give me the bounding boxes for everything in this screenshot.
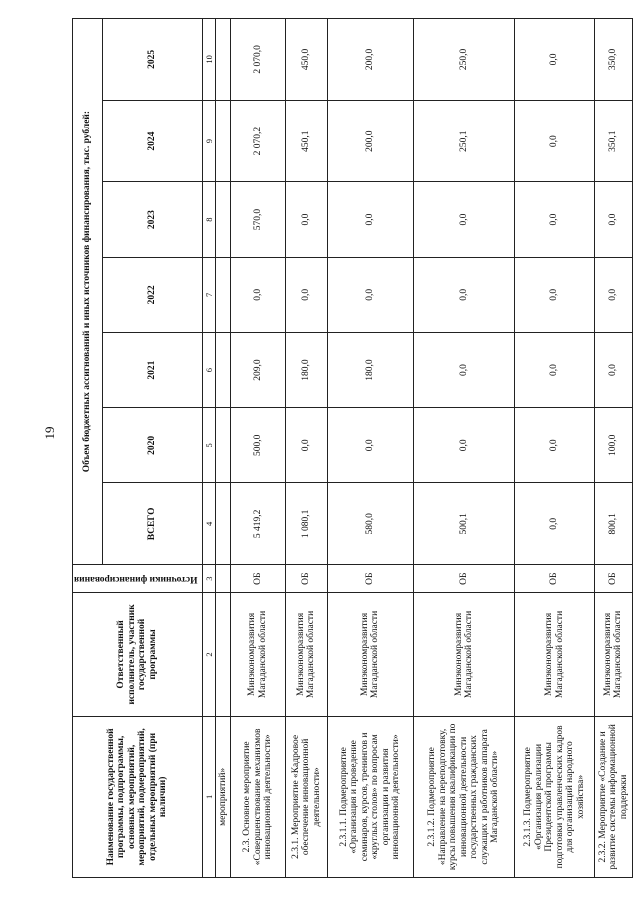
row-2025: 2 070,0 <box>230 19 285 101</box>
row-2020: 500,0 <box>230 408 285 483</box>
row-2025 <box>215 19 230 101</box>
header-year-2021: 2021 <box>102 332 202 407</box>
row-2025: 450,0 <box>286 19 328 101</box>
row-name: 2.3.1. Мероприятие «Кадровое обеспечение инновационной деятельности» <box>286 716 328 877</box>
row-executor: Минэкономразвития Магаданской области <box>515 593 594 717</box>
row-source <box>215 565 230 593</box>
row-source: ОБ <box>515 565 594 593</box>
col-number: 7 <box>202 257 215 332</box>
row-2024: 2 070,2 <box>230 100 285 182</box>
header-year-2020: 2020 <box>102 408 202 483</box>
row-source: ОБ <box>286 565 328 593</box>
row-name: мероприятий» <box>215 716 230 877</box>
col-number: 9 <box>202 100 215 182</box>
row-executor: Минэкономразвития Магаданской области <box>230 593 285 717</box>
col-number: 5 <box>202 408 215 483</box>
row-executor: Минэкономразвития Магаданской области <box>413 593 514 717</box>
row-2023: 0,0 <box>594 182 632 257</box>
col-number: 3 <box>202 565 215 593</box>
row-total: 580,0 <box>327 483 413 565</box>
table-row <box>230 19 285 878</box>
row-2023: 0,0 <box>286 182 328 257</box>
row-2024: 450,1 <box>286 100 328 182</box>
row-2021: 0,0 <box>413 332 514 407</box>
row-2023: 0,0 <box>327 182 413 257</box>
table-row <box>286 19 328 878</box>
row-total: 1 080,1 <box>286 483 328 565</box>
row-total: 800,1 <box>594 483 632 565</box>
row-2021: 209,0 <box>230 332 285 407</box>
row-source: ОБ <box>230 565 285 593</box>
row-2022: 0,0 <box>286 257 328 332</box>
header-executor: Ответственный исполнитель, участник государственной программы <box>73 593 203 717</box>
row-executor: Минэкономразвития Магаданской области <box>594 593 632 717</box>
row-executor <box>215 593 230 717</box>
row-total: 5 419,2 <box>230 483 285 565</box>
header-year-2023: 2023 <box>102 182 202 257</box>
row-2023: 570,0 <box>230 182 285 257</box>
row-2024 <box>215 100 230 182</box>
row-2022: 0,0 <box>230 257 285 332</box>
row-name: 2.3.1.3. Подмероприятие «Организация реализации Президентской программы подготовки управленческих кадров для организаций народного хозяйства» <box>515 716 594 877</box>
col-number: 4 <box>202 483 215 565</box>
row-2025: 350,0 <box>594 19 632 101</box>
col-number: 8 <box>202 182 215 257</box>
row-source: ОБ <box>413 565 514 593</box>
row-2021: 0,0 <box>594 332 632 407</box>
row-2025: 200,0 <box>327 19 413 101</box>
row-2021: 180,0 <box>286 332 328 407</box>
row-total: 0,0 <box>515 483 594 565</box>
row-2023: 0,0 <box>515 182 594 257</box>
page-number: 19 <box>42 426 57 440</box>
row-2021: 180,0 <box>327 332 413 407</box>
row-2025: 250,0 <box>413 19 514 101</box>
header-year-2022: 2022 <box>102 257 202 332</box>
header-source-text: Источники финансирования <box>74 573 198 584</box>
table-row <box>515 19 594 878</box>
header-budget-group: Объем бюджетных ассигнований и иных источников финансирования, тыс. рублей: <box>73 19 103 565</box>
row-2022: 0,0 <box>515 257 594 332</box>
row-2024: 200,0 <box>327 100 413 182</box>
row-2020: 0,0 <box>327 408 413 483</box>
row-2025: 0,0 <box>515 19 594 101</box>
row-2022: 0,0 <box>413 257 514 332</box>
row-2020: 0,0 <box>515 408 594 483</box>
budget-table-sheet <box>72 18 629 878</box>
col-number: 6 <box>202 332 215 407</box>
row-name: 2.3.1.2. Подмероприятие «Направление на переподготовку, курсы повышения квалификации по инновационной деятельности государственных гражданских служащих и работников аппарата Магаданской области» <box>413 716 514 877</box>
row-name: 2.3.2. Мероприятие «Создание и развитие системы информационной поддержки <box>594 716 632 877</box>
row-2020: 100,0 <box>594 408 632 483</box>
table-row <box>413 19 514 878</box>
header-year-2024: 2024 <box>102 100 202 182</box>
row-2024: 0,0 <box>515 100 594 182</box>
row-2024: 350,1 <box>594 100 632 182</box>
header-name: Наименование государственной программы, подпрограммы, основных мероприятий, мероприятий, подмероприятий, отдельных мероприятий (при наличии) <box>73 716 203 877</box>
row-2020: 0,0 <box>286 408 328 483</box>
header-total: ВСЕГО <box>102 483 202 565</box>
row-2020: 0,0 <box>413 408 514 483</box>
row-name: 2.3. Основное мероприятие «Совершенствование механизмов инновационной деятельности» <box>230 716 285 877</box>
header-year-2025: 2025 <box>102 19 202 101</box>
col-number: 10 <box>202 19 215 101</box>
row-executor: Минэкономразвития Магаданской области <box>327 593 413 717</box>
row-executor: Минэкономразвития Магаданской области <box>286 593 328 717</box>
row-2021: 0,0 <box>515 332 594 407</box>
row-name: 2.3.1.1. Подмероприятие «Организация и проведение семинаров, курсов, тренингов и «круглых столов» по вопросам организации и развития инновационной деятельности» <box>327 716 413 877</box>
row-2022: 0,0 <box>594 257 632 332</box>
row-2022: 0,0 <box>327 257 413 332</box>
row-2020 <box>215 408 230 483</box>
table-row <box>327 19 413 878</box>
row-2024: 250,1 <box>413 100 514 182</box>
budget-table <box>72 18 633 878</box>
row-2023: 0,0 <box>413 182 514 257</box>
col-number: 1 <box>202 716 215 877</box>
row-source: ОБ <box>327 565 413 593</box>
row-source: ОБ <box>594 565 632 593</box>
row-total <box>215 483 230 565</box>
col-number: 2 <box>202 593 215 717</box>
row-2022 <box>215 257 230 332</box>
row-2023 <box>215 182 230 257</box>
header-source <box>73 565 203 593</box>
row-2021 <box>215 332 230 407</box>
table-row <box>594 19 632 878</box>
row-total: 500,1 <box>413 483 514 565</box>
table-row <box>215 19 230 878</box>
